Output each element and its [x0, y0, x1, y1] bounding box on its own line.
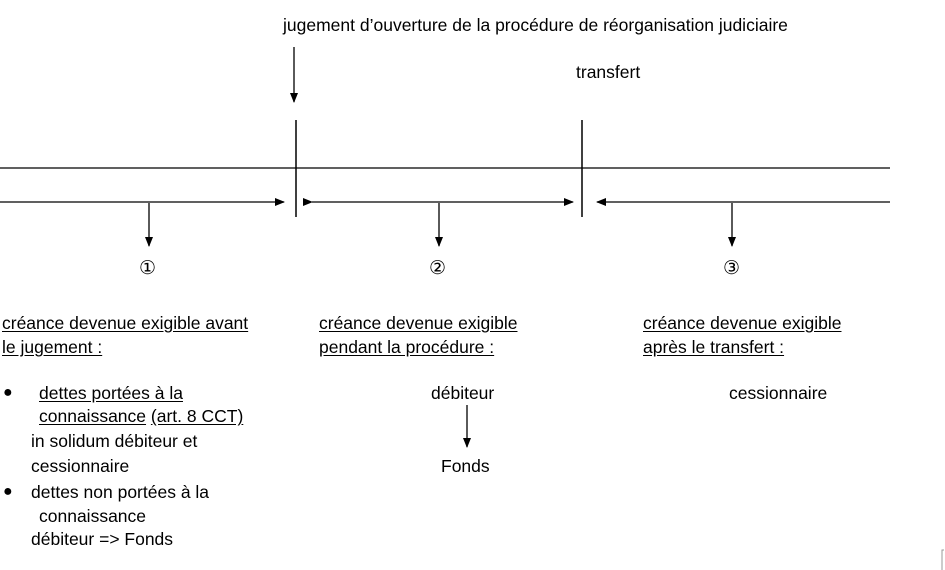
- debtor-label: débiteur: [431, 383, 495, 403]
- bullet-2-line-2: connaissance: [39, 506, 147, 526]
- bullet-1-line-3: in solidum débiteur et: [31, 431, 198, 451]
- bullet-1-line-2b: (art. 8 CCT): [150, 406, 244, 426]
- bullet-2-icon: ●: [3, 483, 13, 500]
- edge-mark: [942, 550, 944, 570]
- bullet-1-line-1: dettes portées à la: [39, 383, 183, 403]
- bullet-1-icon: ●: [3, 384, 13, 401]
- period-3-title-line-1: créance devenue exigible: [643, 313, 842, 333]
- bullet-1-line-2: [39, 405, 243, 428]
- period-2-title-line-1: créance devenue exigible: [319, 313, 518, 333]
- fund-label: Fonds: [441, 456, 490, 476]
- period-3-title-line-2: après le transfert :: [643, 337, 785, 357]
- period-1-title-line-2: le jugement :: [2, 337, 103, 357]
- transfer-label: transfert: [576, 62, 641, 82]
- period-1-marker: ①: [139, 257, 157, 279]
- opening-judgment-label: jugement d’ouverture de la procédure de réorganisation judiciaire: [283, 15, 788, 35]
- bullet-2-line-1: dettes non portées à la: [31, 482, 210, 502]
- period-2-marker: ②: [429, 257, 447, 279]
- bullet-2-line-3: débiteur => Fonds: [31, 529, 174, 549]
- period-1-title-line-1: créance devenue exigible avant: [2, 313, 249, 333]
- bullet-1-line-4: cessionnaire: [31, 456, 130, 476]
- period-2-title-line-2: pendant la procédure :: [319, 337, 495, 357]
- period-3-marker: ③: [723, 257, 741, 279]
- bullet-1-line-2a: connaissance: [39, 406, 147, 426]
- assignee-label: cessionnaire: [729, 383, 828, 403]
